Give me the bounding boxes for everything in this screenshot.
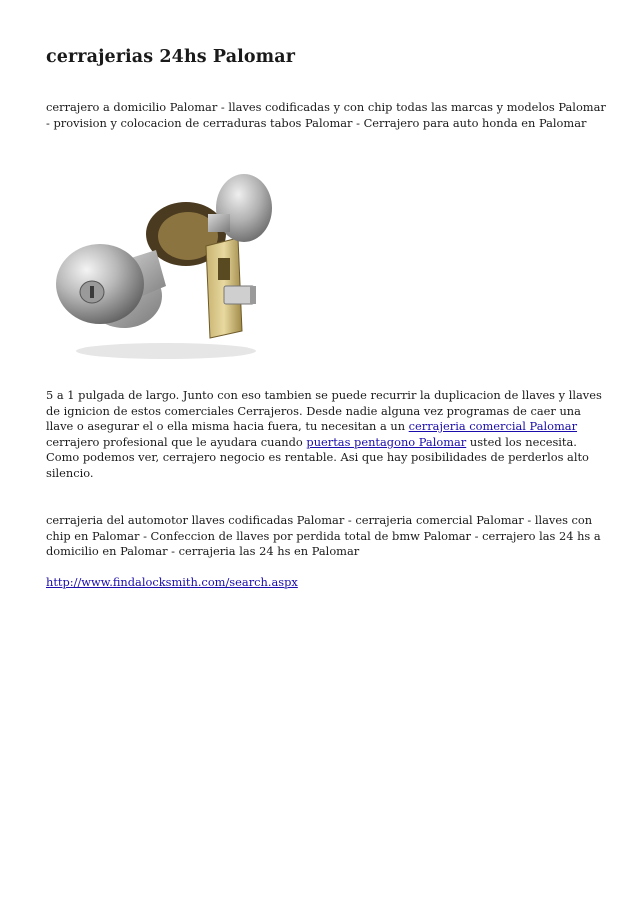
body-paragraph <box>46 388 606 481</box>
door-knob-lockset-photo-icon <box>46 146 286 372</box>
summary-paragraph: cerrajeria del automotor llaves codificadas Palomar - cerrajeria comercial Palomar - llaves con chip en Palomar - Confeccion de llaves por perdida total de bmw Palomar - cerrajero las 24 hs a domicilio en Palomar - cerrajeria las 24 hs en Palomar <box>46 513 601 558</box>
link-puertas-pentagono[interactable]: puertas pentagono Palomar <box>306 434 467 449</box>
link-cerrajeria-comercial[interactable]: cerrajeria comercial Palomar <box>408 419 578 433</box>
source-link[interactable]: http://www.findalocksmith.com/search.aspx <box>46 575 298 589</box>
body-text-part2: cerrajero profesional que le ayudara cuando <box>46 434 307 449</box>
source-link-line <box>46 575 298 591</box>
page-title: cerrajerias 24hs Palomar <box>46 47 296 67</box>
intro-paragraph: cerrajero a domicilio Palomar - llaves codificadas y con chip todas las marcas y modelos Palomar - provision y colocacion de cerraduras tabos Palomar - Cerrajero para auto honda en Palomar <box>46 100 606 130</box>
body-text-part1: 5 a 1 pulgada de largo. Junto con eso tambien se puede recurrir la duplicacion de llaves y llaves de ignicion de estos comerciales Cerrajeros. Desde nadie alguna vez programas de caer una llave o asegurar el o ella misma hacia fuera, tu necesitan a un <box>46 388 602 433</box>
body-text-part3: usted los necesita. Como podemos ver, cerrajero negocio es rentable. Asi que hay posibilidades de perderlos alto silencio. <box>46 434 589 480</box>
